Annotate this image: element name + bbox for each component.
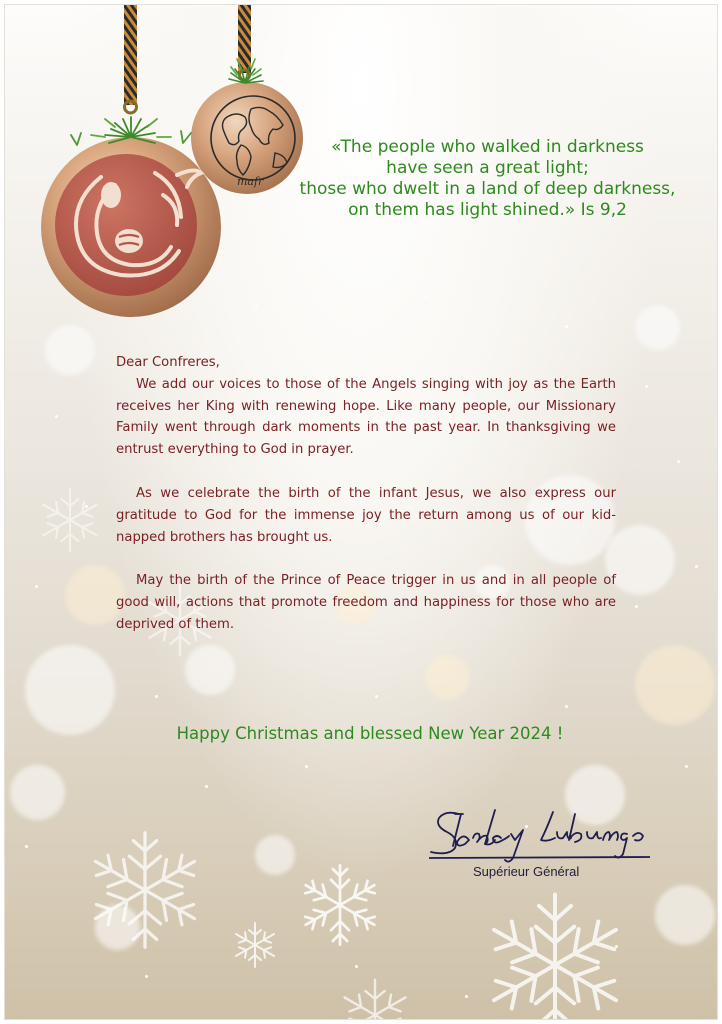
bible-verse xyxy=(290,137,685,221)
signature-block xyxy=(425,800,655,895)
snowflake-icon xyxy=(335,975,415,1020)
letter-paragraph: As we celebrate the birth of the infant Jesus, we also express our gratitude to God for the immense joy the return among us of our kid-napped brothers has brought us. xyxy=(116,485,616,545)
verse-line: «The people who walked in darkness xyxy=(331,137,644,157)
snowflake-icon xyxy=(295,860,385,950)
verse-line: on them has light shined.» Is 9,2 xyxy=(348,200,627,220)
salutation: Dear Confreres, xyxy=(116,355,220,370)
christmas-letter-page xyxy=(4,4,718,1020)
letter-paragraph: We add our voices to those of the Angels singing with joy as the Earth receives her King with renewing hope. Like many people, our Missionary Family went through dark moments in the past year. In thanksgiving we entrust everything to God in prayer. xyxy=(116,376,616,458)
snowflake-icon xyxy=(475,885,635,1020)
ribbon xyxy=(124,5,137,105)
snowflake-icon xyxy=(230,920,280,970)
letter-paragraph: May the birth of the Prince of Peace trigger in us and in all people of good will, actions that promote freedom and happiness for those who are deprived of them. xyxy=(116,573,616,632)
letter-body xyxy=(116,352,616,636)
globe-ornament xyxy=(191,59,303,194)
snowflake-icon xyxy=(80,825,210,955)
svg-text:mafr: mafr xyxy=(237,175,264,188)
signatory-title: Supérieur Général xyxy=(473,864,580,879)
holiday-greeting: Happy Christmas and blessed New Year 2024 ! xyxy=(176,724,564,743)
verse-line: those who dwelt in a land of deep darkness, xyxy=(299,179,676,199)
snowflake-icon xyxy=(35,485,105,555)
christmas-ornaments xyxy=(5,5,325,325)
handwritten-signature xyxy=(425,800,655,870)
verse-line: have seen a great light; xyxy=(386,158,589,178)
